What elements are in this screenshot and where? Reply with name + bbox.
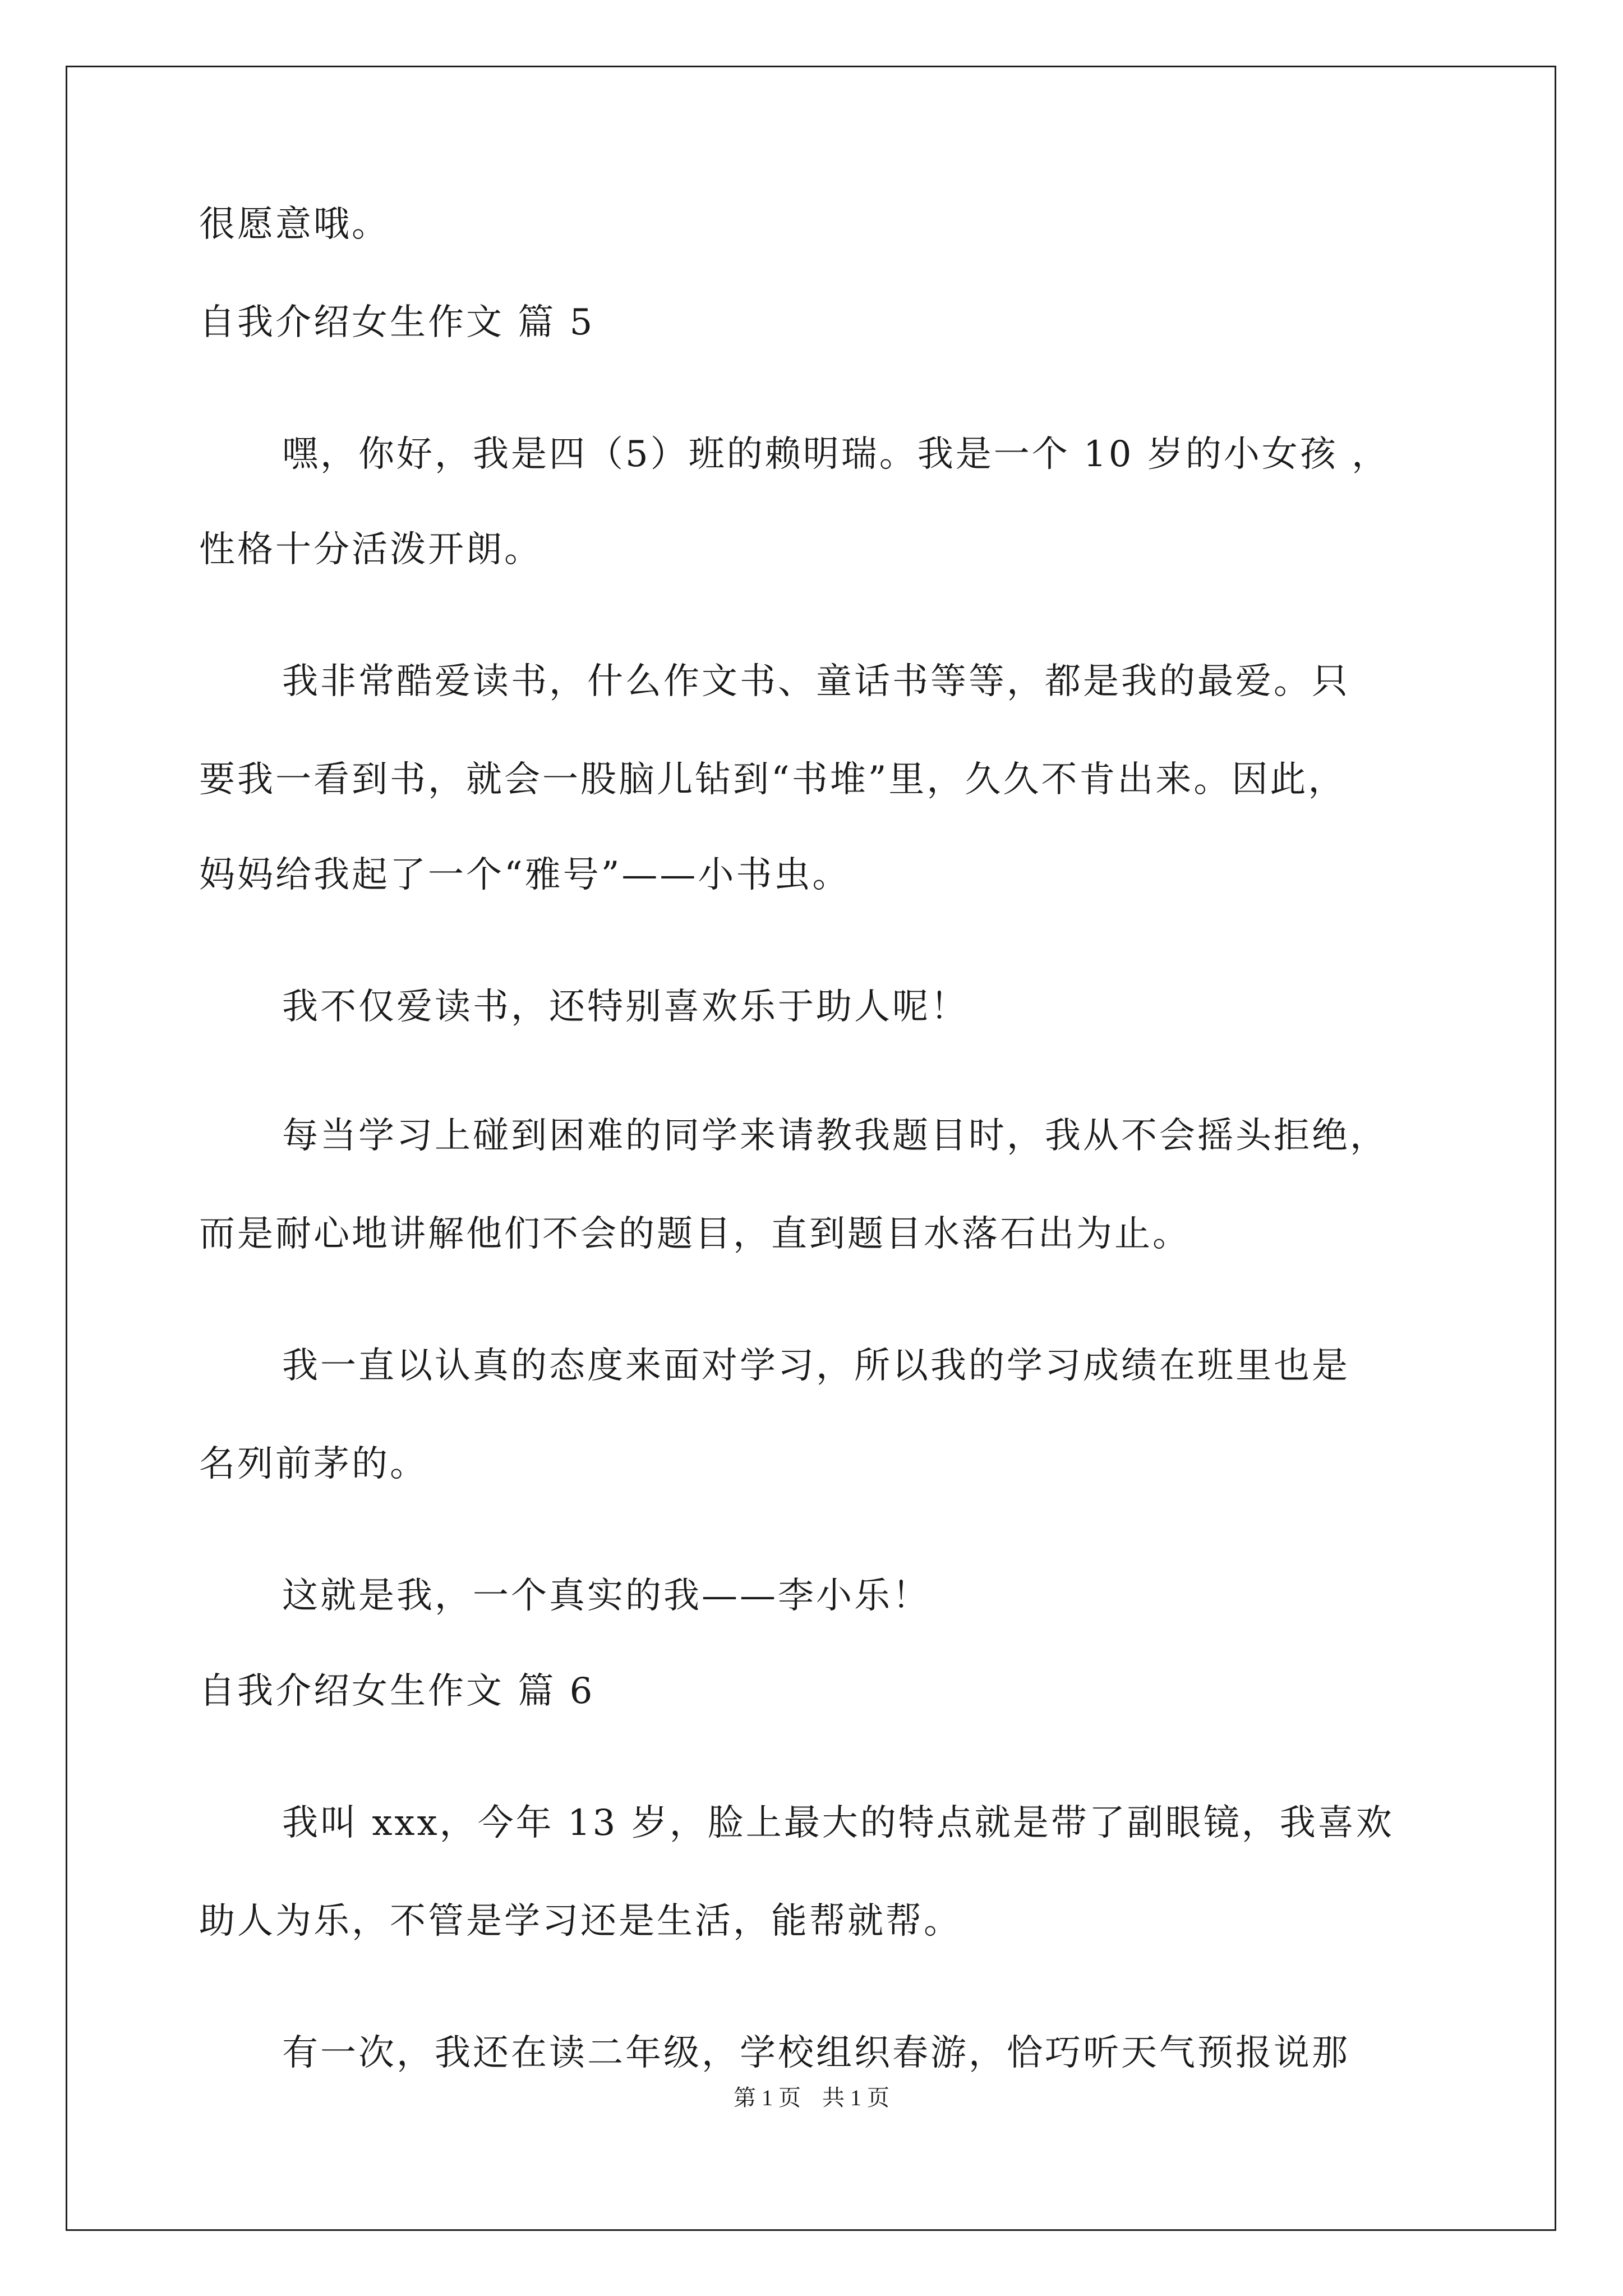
paragraph-line: 我叫 xxx，今年 13 岁，脸上最大的特点就是带了副眼镜，我喜欢 bbox=[282, 1802, 1394, 1844]
paragraph-line: 妈妈给我起了一个“雅号”——小书虫。 bbox=[199, 854, 851, 896]
paragraph-line: 每当学习上碰到困难的同学来请教我题目时，我从不会摇头拒绝， bbox=[282, 1115, 1388, 1157]
paragraph-line: 要我一看到书，就会一股脑儿钻到“书堆”里，久久不肯出来。因此， bbox=[199, 759, 1347, 800]
paragraph-line: 而是耐心地讲解他们不会的题目，直到题目水落石出为止。 bbox=[199, 1213, 1191, 1255]
paragraph-line: 嘿，你好，我是四（5）班的赖明瑞。我是一个 10 岁的小女孩 ， bbox=[282, 434, 1390, 475]
paragraph-line: 我非常酷爱读书，什么作文书、童话书等等，都是我的最爱。只 bbox=[282, 661, 1350, 702]
paragraph-line: 我一直以认真的态度来面对学习，所以我的学习成绩在班里也是 bbox=[282, 1345, 1350, 1387]
page-total: 共 1 页 bbox=[822, 2085, 889, 2110]
paragraph-line: 名列前茅的。 bbox=[199, 1443, 428, 1485]
paragraph-line: 很愿意哦。 bbox=[199, 204, 390, 245]
paragraph-line: 有一次，我还在读二年级，学校组织春游，恰巧听天气预报说那 bbox=[282, 2032, 1350, 2074]
paragraph-line: 这就是我，一个真实的我——李小乐！ bbox=[282, 1575, 930, 1617]
paragraph-line: 性格十分活泼开朗。 bbox=[199, 529, 542, 570]
page-number: 第 1 页 bbox=[734, 2085, 801, 2110]
page-footer bbox=[0, 2084, 1623, 2112]
paragraph-line: 助人为乐，不管是学习还是生活，能帮就帮。 bbox=[199, 1901, 962, 1942]
section-heading: 自我介绍女生作文 篇 5 bbox=[199, 302, 595, 343]
paragraph-line: 我不仅爱读书，还特别喜欢乐于助人呢！ bbox=[282, 986, 969, 1028]
section-heading: 自我介绍女生作文 篇 6 bbox=[199, 1671, 595, 1712]
